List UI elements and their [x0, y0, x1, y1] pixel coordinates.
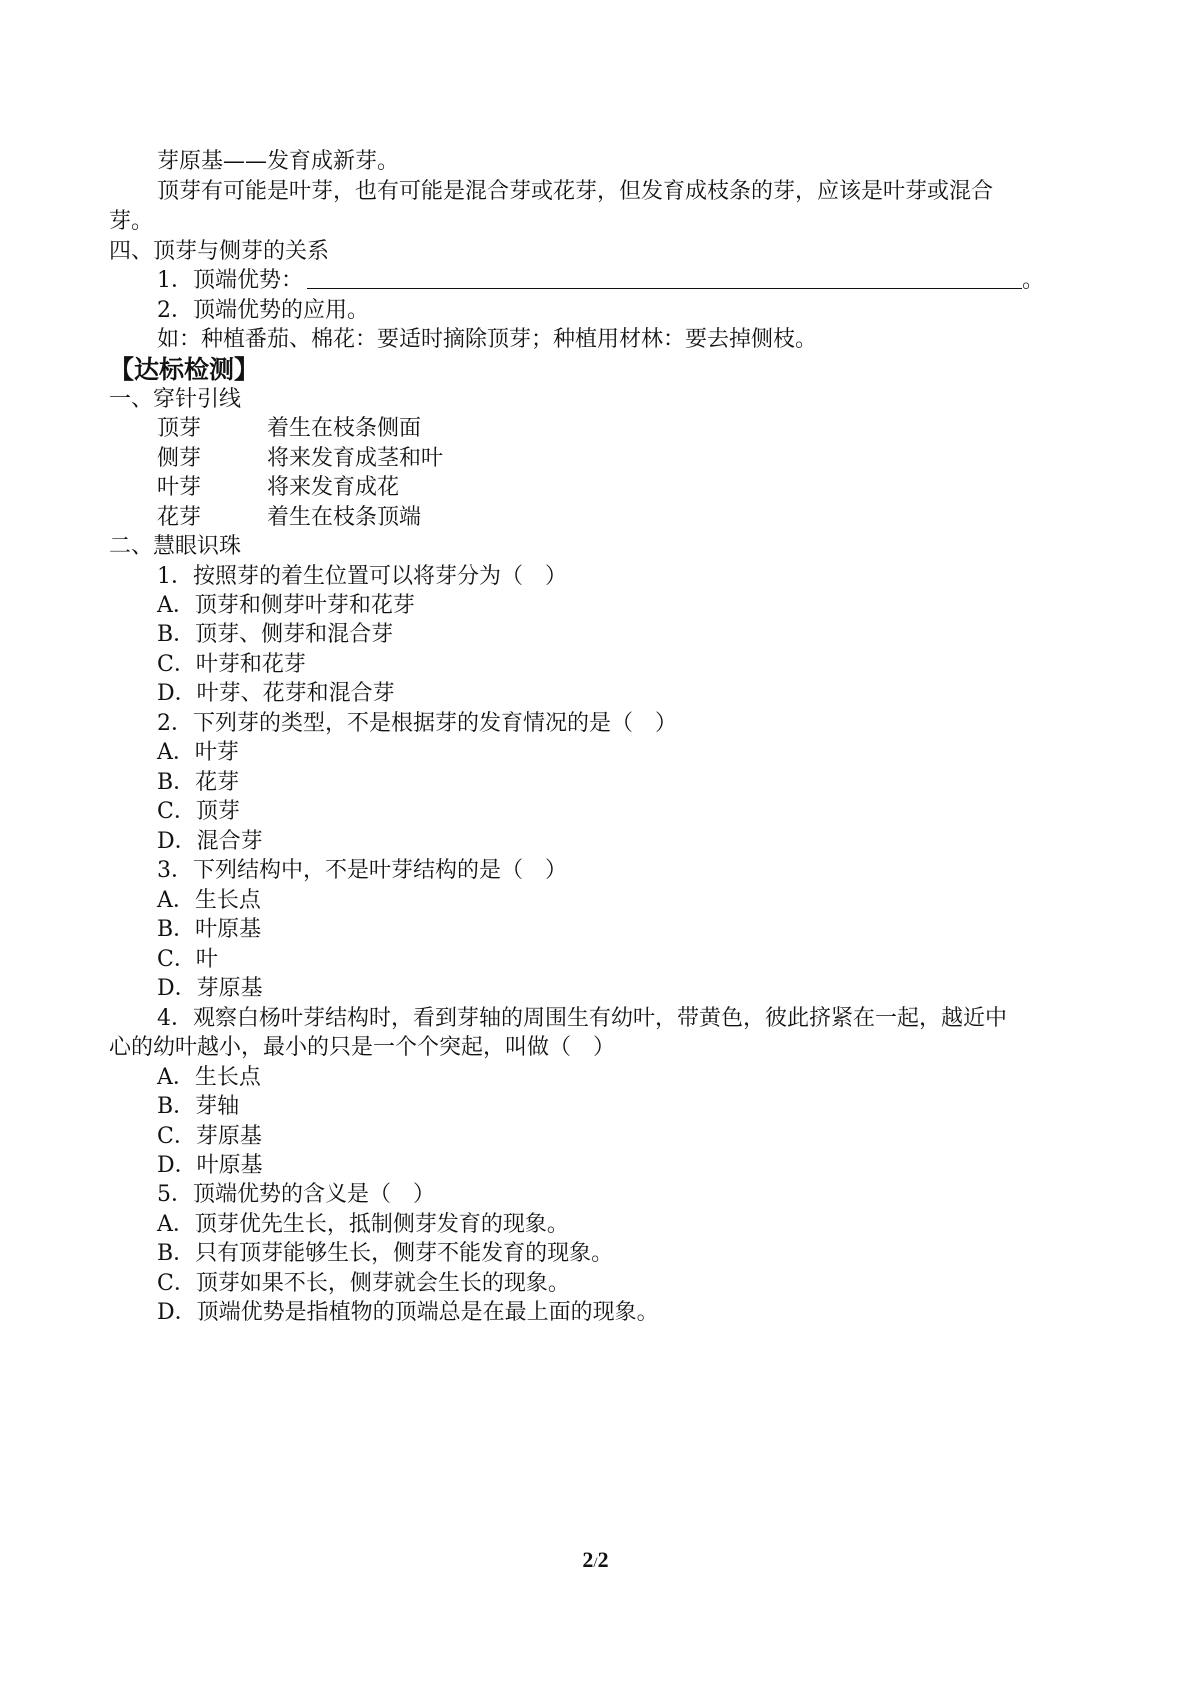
question-1-stem: 1．按照芽的着生位置可以将芽分为（ ） [157, 564, 567, 589]
matching-left-term: 叶芽 [157, 475, 202, 500]
page-total: 2 [597, 1547, 609, 1572]
assessment-heading: 【达标检测】 [109, 355, 260, 384]
matching-row [157, 473, 400, 503]
terminal-bud-note-line1: 顶芽有可能是叶芽，也有可能是混合芽或花芽，但发育成枝条的芽，应该是叶芽或混合 [157, 179, 994, 204]
matching-row [157, 503, 422, 533]
matching-left-term: 顶芽 [157, 416, 202, 441]
matching-right-term: 将来发育成花 [267, 475, 400, 500]
bud-primordium-text: 芽原基——发育成新芽。 [157, 149, 400, 174]
matching-right-term: 着生在枝条顶端 [267, 505, 422, 530]
question-5-option-c: C．顶芽如果不长，侧芽就会生长的现象。 [157, 1271, 570, 1296]
question-4-option-a: A．生长点 [157, 1065, 261, 1090]
question-2-stem: 2．下列芽的类型，不是根据芽的发育情况的是（ ） [157, 711, 677, 736]
question-3-option-b: B．叶原基 [157, 917, 262, 942]
matching-left-term: 花芽 [157, 505, 202, 530]
question-4-stem-line2: 心的幼叶越小，最小的只是一个个突起，叫做（ ） [109, 1035, 616, 1060]
blank-end-mark: 。 [1022, 268, 1045, 293]
question-1-option-b: B．顶芽、侧芽和混合芽 [157, 622, 394, 647]
question-3-option-a: A．生长点 [157, 888, 261, 913]
matching-title: 一、穿针引线 [109, 387, 242, 412]
question-2-option-d: D．混合芽 [157, 829, 263, 854]
section4-title: 四、顶芽与侧芽的关系 [109, 239, 330, 264]
question-4-option-d: D．叶原基 [157, 1153, 263, 1178]
choice-title: 二、慧眼识珠 [109, 534, 242, 559]
apical-dominance-fill-in [157, 266, 1044, 296]
matching-right-term: 将来发育成茎和叶 [267, 446, 444, 471]
question-2-option-b: B．花芽 [157, 770, 240, 795]
question-4-option-c: C．芽原基 [157, 1124, 262, 1149]
question-3-stem: 3．下列结构中，不是叶芽结构的是（ ） [157, 858, 567, 883]
question-5-option-a: A．顶芽优先生长，抵制侧芽发育的现象。 [157, 1212, 569, 1237]
apical-dominance-application: 2．顶端优势的应用。 [157, 298, 369, 323]
question-3-option-c: C．叶 [157, 947, 218, 972]
apical-dominance-label: 1．顶端优势： [157, 268, 303, 293]
terminal-bud-note-line2: 芽。 [109, 209, 154, 234]
question-2-option-c: C．顶芽 [157, 799, 240, 824]
question-1-option-a: A．顶芽和侧芽叶芽和花芽 [157, 593, 415, 618]
matching-left-term: 侧芽 [157, 446, 202, 471]
matching-right-term: 着生在枝条侧面 [267, 416, 422, 441]
answer-blank[interactable] [307, 266, 1022, 289]
question-5-stem: 5．顶端优势的含义是（ ） [157, 1182, 435, 1207]
matching-row [157, 414, 422, 444]
application-example: 如：种植番茄、棉花：要适时摘除顶芽；种植用材林：要去掉侧枝。 [157, 327, 818, 352]
matching-row [157, 444, 444, 474]
page-separator: / [593, 1555, 598, 1571]
page-number [0, 1547, 1191, 1573]
question-2-option-a: A．叶芽 [157, 740, 239, 765]
question-4-option-b: B．芽轴 [157, 1094, 240, 1119]
question-1-option-d: D．叶芽、花芽和混合芽 [157, 681, 395, 706]
question-5-option-b: B．只有顶芽能够生长，侧芽不能发育的现象。 [157, 1241, 614, 1266]
page-current: 2 [582, 1547, 594, 1572]
question-3-option-d: D．芽原基 [157, 976, 263, 1001]
question-5-option-d: D．顶端优势是指植物的顶端总是在最上面的现象。 [157, 1300, 659, 1325]
question-4-stem-line1: 4．观察白杨叶芽结构时，看到芽轴的周围生有幼叶，带黄色，彼此挤紧在一起，越近中 [157, 1006, 1007, 1031]
question-1-option-c: C．叶芽和花芽 [157, 652, 306, 677]
